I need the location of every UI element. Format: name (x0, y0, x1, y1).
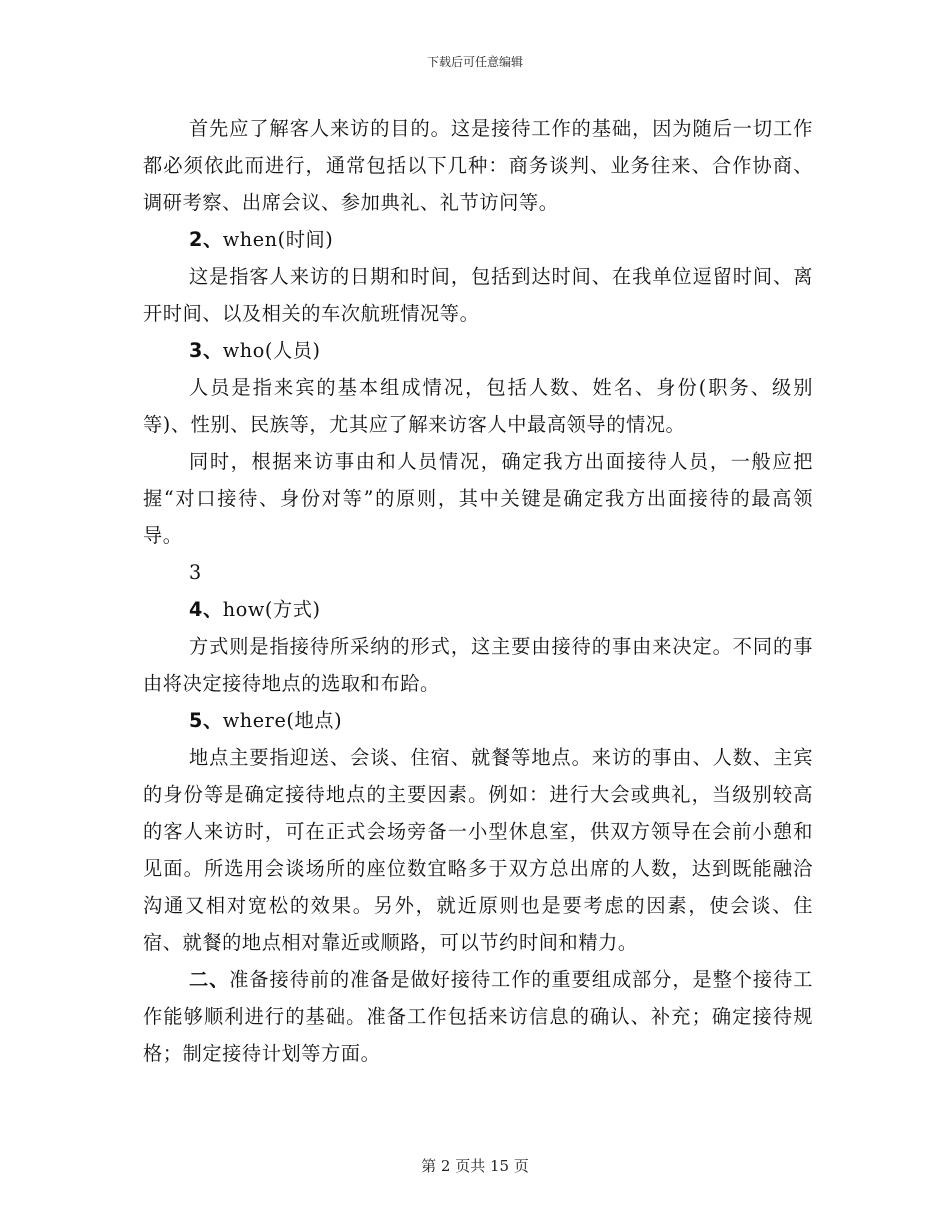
document-body (143, 110, 813, 1072)
paragraph-when: 这是指客人来访的日期和时间，包括到达时间、在我单位逗留时间、离开时间、以及相关的车次航班情况等。 (143, 265, 813, 325)
paragraph-where: 地点主要指迎送、会谈、住宿、就餐等地点。来访的事由、人数、主宾的身份等是确定接待地点的主要因素。例如：进行大会或典礼，当级别较高的客人来访时，可在正式会场旁备一小型休息室，供双方领导在会前小憩和见面。所选用会谈场所的座位数宜略多于双方总出席的人数，达到既能融洽沟通又相对宽松的效果。另外，就近原则也是要考虑的因素，使会谈、住宿、就餐的地点相对靠近或顺路，可以节约时间和精力。 (143, 746, 813, 954)
heading-number: 4、 (189, 598, 223, 621)
heading-number: 5、 (189, 709, 223, 732)
page-header: 下载后可任意编辑 (426, 55, 523, 69)
paragraph-preparation-text: 准备接待前的准备是做好接待工作的重要组成部分，是整个接待工作能够顺利进行的基础。准备工作包括来访信息的确认、补充；确定接待规格；制定接待计划等方面。 (143, 968, 813, 1065)
heading-number: 2、 (189, 228, 223, 251)
paragraph-purpose: 首先应了解客人来访的目的。这是接待工作的基础，因为随后一切工作都必须依此而进行，通常包括以下几种：商务谈判、业务往来、合作协商、调研考察、出席会议、参加典礼、礼节访问等。 (143, 117, 813, 214)
heading-text: who(人员) (222, 339, 321, 362)
paragraph-who-continued: 同时，根据来访事由和人员情况，确定我方出面接待人员，一般应把握“对口接待、身份对等”的原则，其中关键是确定我方出面接待的最高领导。 (143, 450, 813, 547)
section-lead: 二、 (189, 968, 230, 991)
section-heading-who (143, 332, 813, 369)
heading-text: when(时间) (222, 228, 334, 251)
heading-text: where(地点) (222, 709, 343, 732)
section-heading-where (143, 702, 813, 739)
stray-number: 3 (189, 561, 202, 584)
heading-number: 3、 (189, 339, 223, 362)
page-footer: 第 2 页共 15 页 (421, 1157, 529, 1175)
paragraph-preparation (143, 961, 813, 1072)
section-heading-when (143, 221, 813, 258)
paragraph-who: 人员是指来宾的基本组成情况，包括人数、姓名、身份(职务、级别等)、性别、民族等，尤其应了解来访客人中最高领导的情况。 (143, 376, 813, 436)
section-heading-how (143, 591, 813, 628)
paragraph-how: 方式则是指接待所采纳的形式，这主要由接待的事由来决定。不同的事由将决定接待地点的选取和布跲。 (143, 635, 813, 695)
heading-text: how(方式) (222, 598, 321, 621)
